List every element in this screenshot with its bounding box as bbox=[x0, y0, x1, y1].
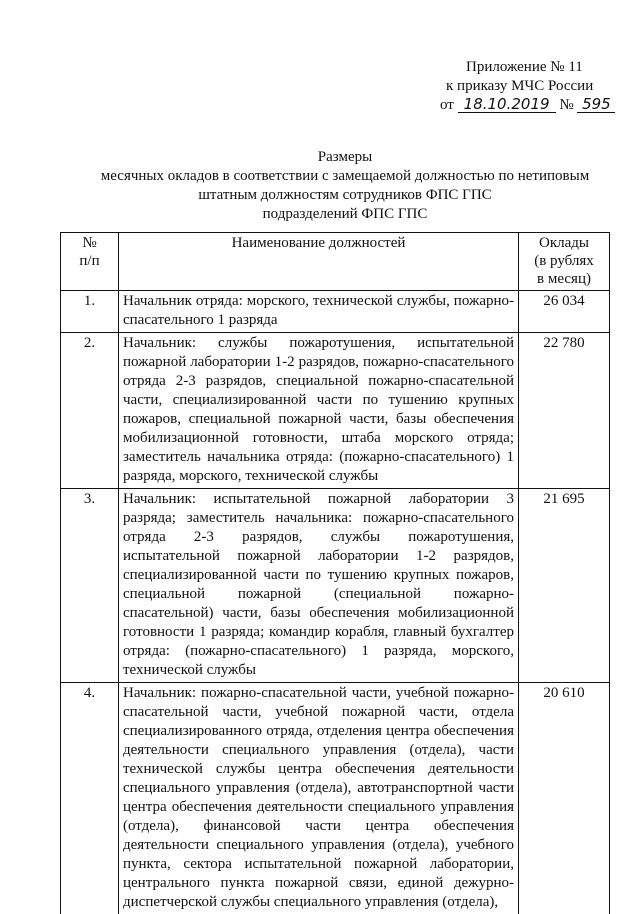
row-number: 2. bbox=[61, 333, 119, 489]
row-position-name: Начальник отряда: морского, технической службы, пожарно-спасательного 1 разряда bbox=[119, 291, 519, 333]
table-row bbox=[61, 683, 610, 914]
salary-table bbox=[60, 232, 610, 914]
appendix-block bbox=[440, 58, 610, 115]
header-salary-line-3: в месяц) bbox=[523, 270, 605, 288]
title-line-4: подразделений ФПС ГПС bbox=[60, 205, 630, 224]
table-header-row bbox=[61, 233, 610, 291]
row-position-name: Начальник: испытательной пожарной лаборатории 3 разряда; заместитель начальника: пожарно-спасательного отряда 2-3 разрядов, службы пожаротушения, испытательной пожарной лаборатории 1-2 разрядов, специализированной части по тушению крупных пожаров, специальной пожарной (специальной пожарно-спасательной) части, базы обеспечения мобилизационной готовности 1 разряда; командир корабля, главный бухгалтер отряда: (пожарно-спасательного) 1 разряда, морского, технической службы bbox=[119, 489, 519, 683]
row-salary: 22 780 bbox=[519, 333, 610, 489]
row-salary: 21 695 bbox=[519, 489, 610, 683]
appendix-title: Приложение № 11 bbox=[440, 58, 610, 77]
appendix-from-label: от bbox=[440, 97, 454, 113]
title-line-1: Размеры bbox=[60, 148, 630, 167]
appendix-order-ref: к приказу МЧС России bbox=[440, 77, 610, 96]
header-salary-line-1: Оклады bbox=[523, 234, 605, 252]
row-position-name: Начальник: пожарно-спасательной части, учебной пожарно-спасательной части, учебной пожарной части, отдела специализированного отряда, отделения центра обеспечения деятельности специального управления (отдела), части технической службы центра обеспечения деятельности специального управления (отдела), автотранспортной части центра обеспечения деятельности специального управления (отдела), финансовой части центра обеспечения деятельности специального управления (отдела), учебного пункта, сектора испытательной пожарной лаборатории, центрального пункта пожарной связи, единой дежурно-диспетчерской службы специального управления (отдела), bbox=[119, 683, 519, 914]
header-salary-line-2: (в рублях bbox=[523, 252, 605, 270]
title-line-3: штатным должностям сотрудников ФПС ГПС bbox=[60, 186, 630, 205]
row-number: 1. bbox=[61, 291, 119, 333]
appendix-number: 595 bbox=[577, 96, 615, 113]
table-row bbox=[61, 489, 610, 683]
header-position-name: Наименование должностей bbox=[119, 233, 519, 291]
table-row bbox=[61, 333, 610, 489]
document-title bbox=[60, 148, 630, 224]
row-number: 4. bbox=[61, 683, 119, 914]
appendix-date-line bbox=[440, 96, 610, 115]
header-number-line-2: п/п bbox=[65, 252, 114, 270]
header-number bbox=[61, 233, 119, 291]
row-salary: 20 610 bbox=[519, 683, 610, 914]
header-salary bbox=[519, 233, 610, 291]
appendix-date: 18.10.2019 bbox=[458, 96, 556, 113]
row-number: 3. bbox=[61, 489, 119, 683]
row-salary: 26 034 bbox=[519, 291, 610, 333]
row-position-name: Начальник: службы пожаротушения, испытательной пожарной лаборатории 1-2 разрядов, пожарно-спасательного отряда 2-3 разрядов, специальной пожарно-спасательной части, специализированной части по тушению крупных пожаров, специальной пожарной части, базы обеспечения мобилизационной готовности, штаба морского отряда; заместитель начальника отряда: (пожарно-спасательного) 1 разряда, морского, технической службы bbox=[119, 333, 519, 489]
table-row bbox=[61, 291, 610, 333]
title-line-2: месячных окладов в соответствии с замещаемой должностью по нетиповым bbox=[60, 167, 630, 186]
appendix-number-label: № bbox=[559, 97, 573, 113]
header-number-line-1: № bbox=[65, 234, 114, 252]
